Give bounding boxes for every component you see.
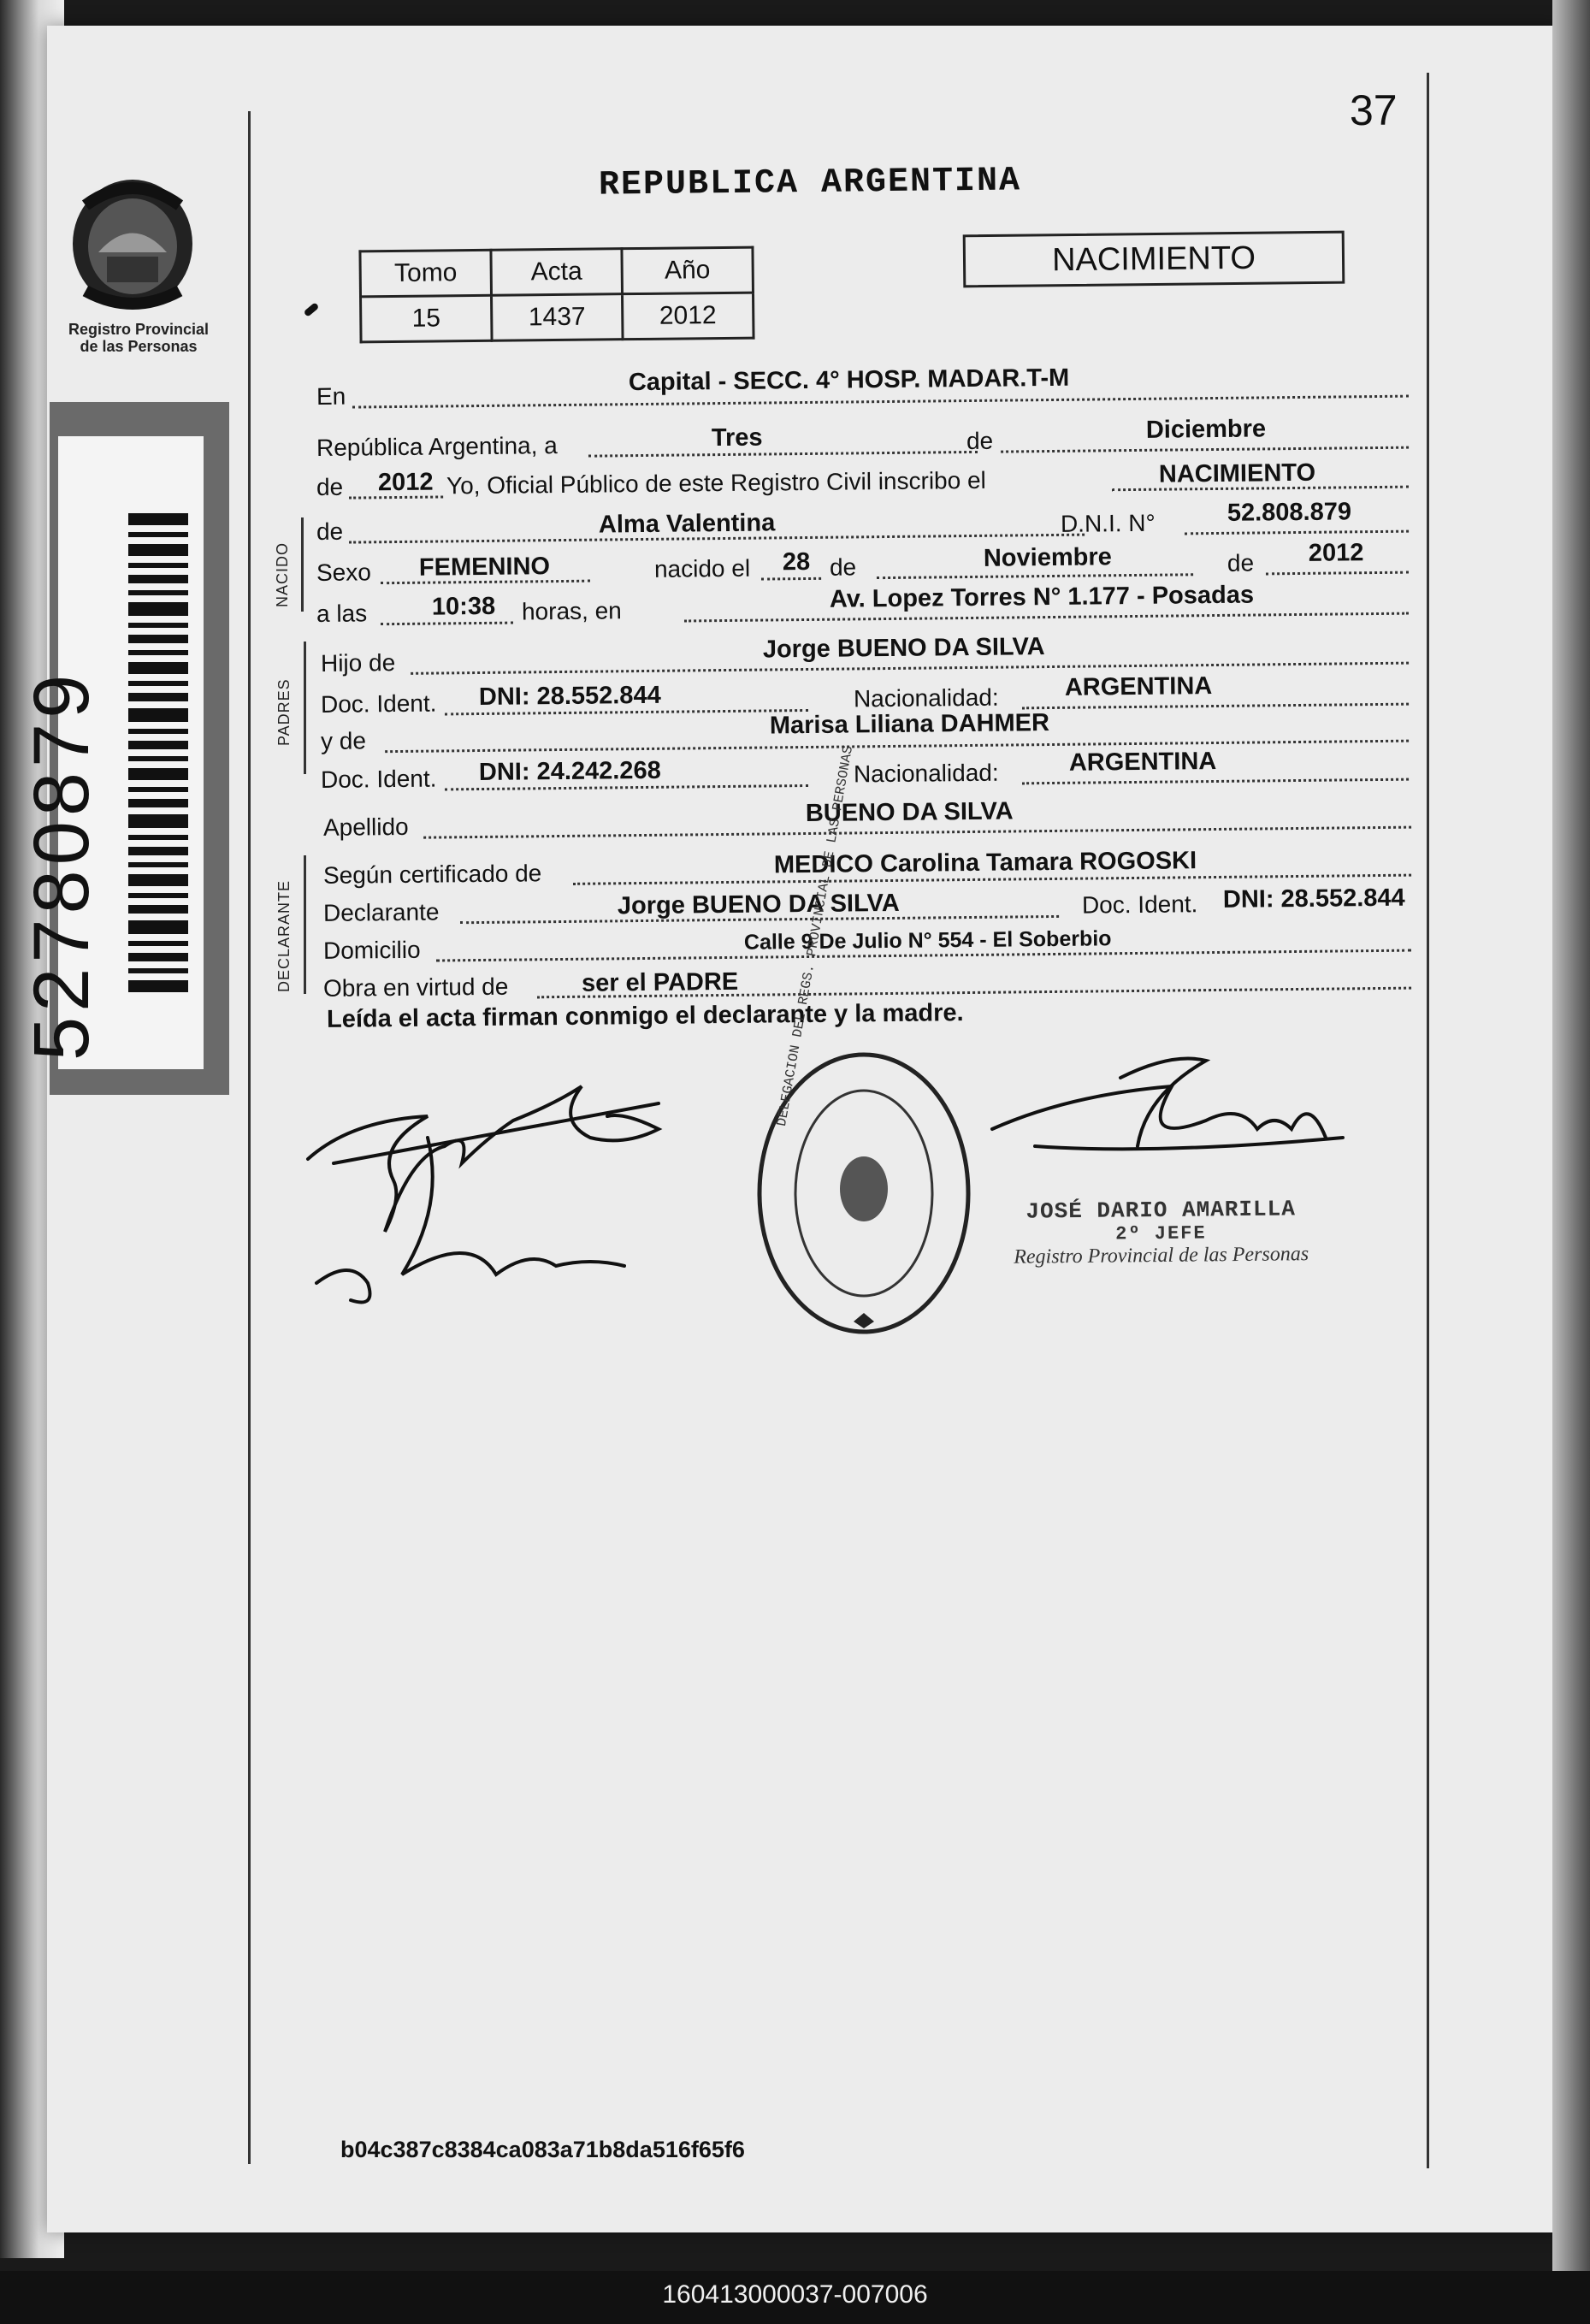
de-label: de — [966, 427, 994, 455]
official-name: JOSÉ DARIO AMARILLA — [1026, 1196, 1297, 1225]
obra-label: Obra en virtud de — [322, 973, 509, 1002]
dotted-line — [761, 577, 821, 581]
acta-table — [358, 246, 754, 344]
stamp-text: DELEGACION DEL REGS. PROVINCIAL DE LAS PERSONAS — [774, 744, 857, 1128]
cert-value: MEDICO Carolina Tamara ROGOSKI — [773, 847, 1197, 879]
dotted-line — [1022, 778, 1409, 785]
inscribo-value: NACIMIENTO — [1158, 458, 1316, 488]
acta-table-header: Año — [622, 247, 754, 294]
declarant-signature-icon — [299, 1035, 701, 1317]
mother-name: Marisa Liliana DAHMER — [769, 709, 1050, 740]
father-name: Jorge BUENO DA SILVA — [762, 633, 1045, 664]
mother-nationality: ARGENTINA — [1068, 747, 1217, 777]
birth-day: 28 — [782, 547, 811, 577]
doc-label: Doc. Ident. — [320, 765, 437, 793]
child-dni: 52.808.879 — [1226, 498, 1352, 527]
birth-place: Av. Lopez Torres N° 1.177 - Posadas — [829, 581, 1255, 613]
year-value: 2012 — [377, 468, 434, 497]
declarante-bracket — [304, 855, 306, 994]
de2-label: de — [316, 473, 344, 500]
acta-table-value: 15 — [361, 295, 493, 342]
dotted-line — [1001, 446, 1409, 453]
horas-label: horas, en — [521, 597, 622, 625]
crest-label-line2: de las Personas — [80, 338, 198, 355]
nacido-de-label: de — [316, 517, 344, 545]
obra-value: ser el PADRE — [581, 967, 739, 997]
doc-label: Doc. Ident. — [320, 689, 437, 718]
barcode-digits: 52780879 — [18, 669, 105, 1061]
declarante-doc: DNI: 28.552.844 — [1222, 884, 1405, 914]
sexo-label: Sexo — [316, 559, 372, 586]
declarante-label: Declarante — [322, 898, 440, 926]
document-hash: b04c387c8384ca083a71b8da516f65f6 — [340, 2137, 745, 2162]
domicilio-value: Calle 9 De Julio N° 554 - El Soberbio — [743, 926, 1112, 955]
doc-label: Doc. Ident. — [1081, 890, 1198, 919]
dotted-line — [877, 573, 1193, 579]
birth-year: 2012 — [1308, 539, 1364, 567]
padres-bracket — [304, 642, 306, 774]
dotted-line — [1022, 703, 1409, 710]
dotted-line — [588, 451, 978, 458]
declarante-side-label: DECLARANTE — [275, 879, 293, 992]
apellido-value: BUENO DA SILVA — [805, 797, 1014, 828]
acta-table-header-row — [360, 247, 754, 297]
acta-table-header: Acta — [491, 249, 623, 296]
official-org: Registro Provincial de las Personas — [1014, 1243, 1309, 1268]
father-nationality: ARGENTINA — [1064, 672, 1213, 701]
record-type-box: NACIMIENTO — [963, 231, 1345, 288]
dotted-line — [1266, 571, 1409, 576]
cert-label: Según certificado de — [322, 860, 542, 889]
closing-text: Leída el acta firman conmigo el declarante y la madre. — [326, 999, 964, 1033]
official-signature-icon — [984, 1044, 1351, 1180]
left-margin-rule — [248, 111, 251, 2164]
republica-label: República Argentina, a — [316, 432, 558, 461]
barcode-icon — [128, 513, 188, 992]
dotted-line — [1185, 530, 1409, 535]
nacido-bracket — [301, 517, 304, 612]
official-role: 2º JEFE — [1115, 1222, 1207, 1245]
acta-table-header: Tomo — [360, 250, 492, 297]
yde-label: y de — [320, 727, 367, 754]
dotted-line — [381, 622, 513, 626]
day-value: Tres — [711, 423, 763, 452]
mother-doc: DNI: 24.242.268 — [478, 756, 661, 787]
dotted-line — [684, 612, 1409, 623]
inscribo-text: Yo, Oficial Público de este Registro Civil inscribo el — [446, 466, 986, 500]
domicilio-label: Domicilio — [322, 936, 421, 964]
father-doc: DNI: 28.552.844 — [478, 681, 661, 712]
alas-label: a las — [316, 600, 368, 627]
hijo-label: Hijo de — [320, 649, 396, 677]
en-value: Capital - SECC. 4° HOSP. MADAR.T-M — [628, 364, 1070, 397]
nacido-el-label: nacido el — [653, 554, 751, 582]
month-value: Diciembre — [1145, 415, 1267, 444]
official-block — [1014, 1196, 1309, 1269]
nacionalidad-label: Nacionalidad: — [853, 683, 999, 713]
dni-label: D.N.I. N° — [1060, 509, 1156, 537]
apellido-label: Apellido — [322, 813, 409, 841]
acta-table-value: 1437 — [492, 294, 624, 341]
sexo-value: FEMENINO — [418, 553, 551, 582]
page-number: 37 — [1350, 86, 1398, 134]
birth-month: Noviembre — [983, 543, 1112, 572]
acta-table-value-row — [361, 293, 754, 342]
child-name: Alma Valentina — [598, 509, 776, 539]
nacido-side-label: NACIDO — [274, 541, 291, 607]
footer-id: 160413000037-007006 — [662, 2280, 928, 2309]
en-label: En — [316, 382, 346, 410]
crest-label — [53, 321, 224, 355]
de-label: de — [1226, 549, 1255, 577]
page-edge — [1552, 0, 1590, 2324]
birth-hour: 10:38 — [431, 592, 496, 621]
nacionalidad-label: Nacionalidad: — [853, 759, 999, 788]
padres-side-label: PADRES — [275, 678, 293, 746]
crest-label-line1: Registro Provincial — [68, 321, 210, 338]
document-title: REPUBLICA ARGENTINA — [598, 162, 1022, 205]
de-label: de — [829, 553, 857, 581]
declarante-value: Jorge BUENO DA SILVA — [617, 889, 900, 920]
acta-table-value: 2012 — [622, 293, 754, 340]
